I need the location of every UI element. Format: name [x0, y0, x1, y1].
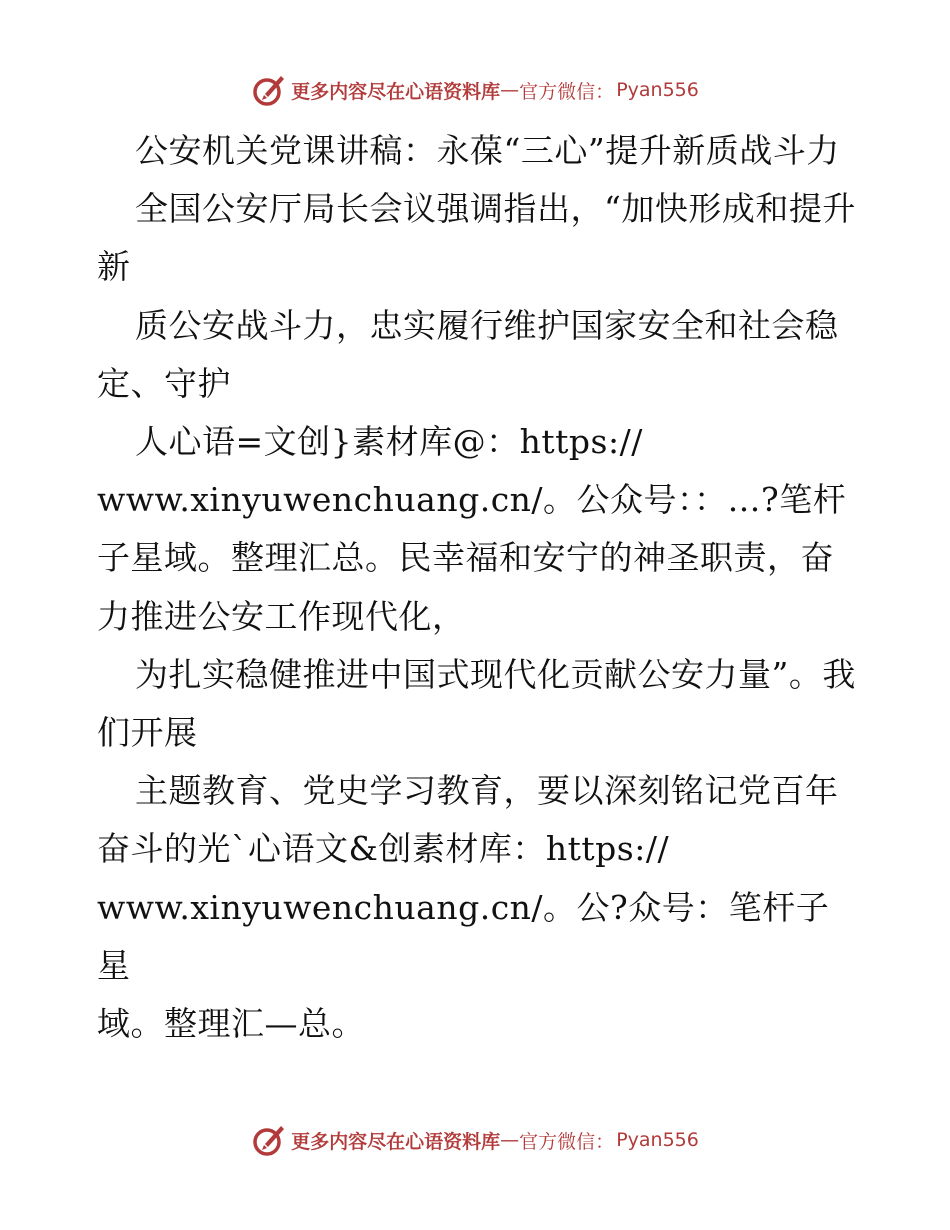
watermark-separator: — [500, 1129, 520, 1151]
watermark-wechat-label: 官方微信： [519, 80, 615, 103]
document-title: 公安机关党课讲稿：永葆“三心”提升新质战斗力 [135, 131, 840, 170]
footer-watermark [0, 1120, 950, 1160]
paragraph: www.xinyuwenchuang.cn/。公?众号：笔杆子星 [97, 887, 830, 985]
watermark-text: 更多内容尽在心语资料库 [291, 1130, 501, 1153]
paragraph: 人心语=文创}素材库@：https:// [135, 422, 643, 462]
watermark-text: 更多内容尽在心语资料库 [291, 80, 501, 103]
quill-pen-logo-icon [251, 72, 287, 108]
watermark-wechat-label: 官方微信： [519, 1130, 615, 1153]
paragraph: 全国公安厅局长会议强调指出，“加快形成和提升新 [97, 189, 856, 287]
watermark-separator: — [500, 79, 520, 101]
paragraph: 主题教育、党史学习教育，要以深刻铭记党百年奋斗的光`心语文&创素材库：https:// [97, 771, 839, 869]
header-watermark [0, 70, 950, 110]
paragraph: www.xinyuwenchuang.cn/。公众号：：…?笔杆子星域。整理汇总。民幸福和安宁的神圣职责，奋力推进公安工作现代化， [97, 480, 847, 636]
document-body [97, 122, 857, 1053]
paragraph: 域。整理汇—总。 [97, 1004, 365, 1044]
paragraph: 为扎实稳健推进中国式现代化贡献公安力量”。我们开展 [97, 654, 856, 753]
quill-pen-logo-icon [251, 1122, 287, 1158]
watermark-wechat-id: Pyan556 [616, 1129, 699, 1151]
paragraph: 质公安战斗力，忠实履行维护国家安全和社会稳定、守护 [97, 305, 839, 403]
watermark-wechat-id: Pyan556 [616, 79, 699, 101]
